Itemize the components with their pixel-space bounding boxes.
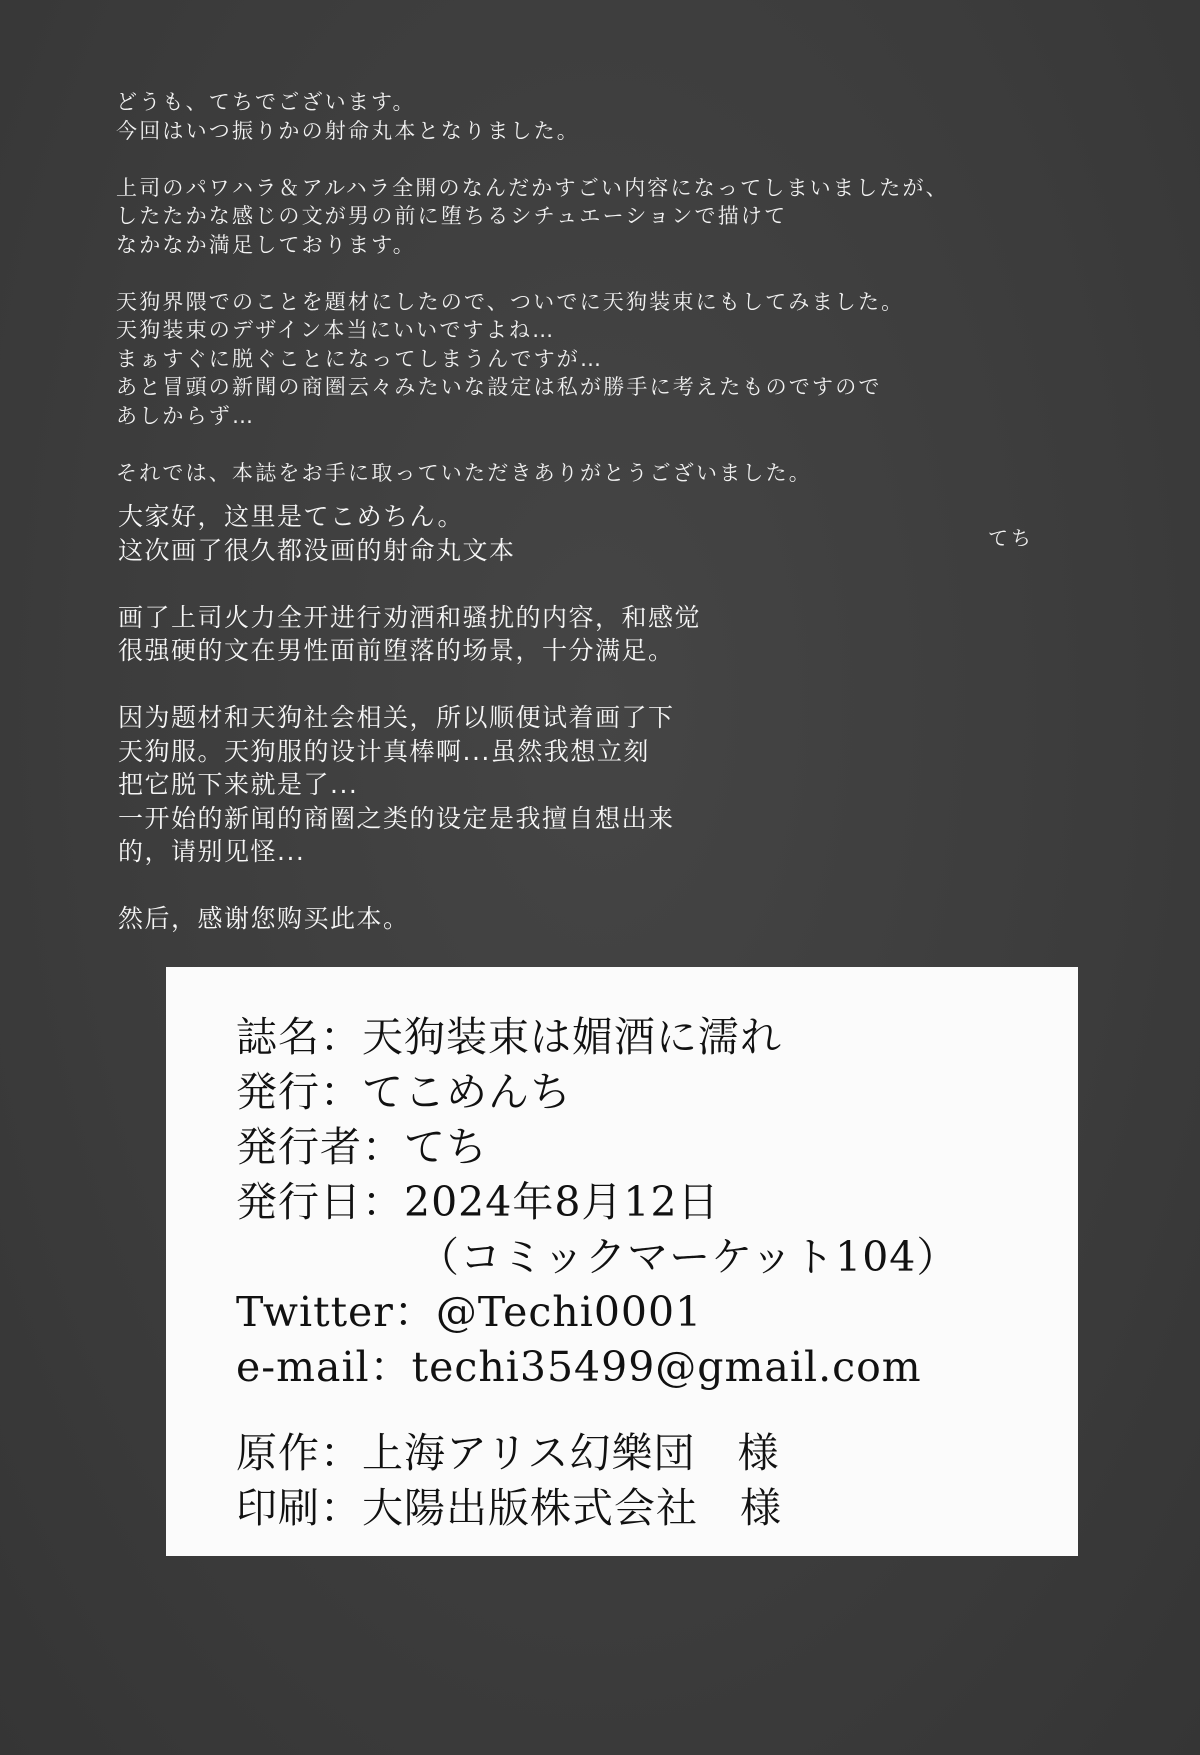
afterword-cn-paragraph-2 (118, 601, 878, 668)
text-line: 的，请别见怪... (118, 837, 306, 866)
text-line: 很强硬的文在男性面前堕落的场景，十分满足。 (118, 636, 675, 665)
text-line: どうも、てちでございます。 (116, 90, 416, 114)
afterword-cn-paragraph-1 (118, 500, 878, 567)
text-line: 今回はいつ振りかの射命丸本となりました。 (116, 118, 580, 143)
colophon-box (166, 967, 1078, 1556)
text-line: したたかな感じの文が男の前に堕ちるシチュエーションで描けて (116, 204, 788, 228)
afterword-jp-paragraph-2 (116, 174, 1076, 260)
text-line: なかなか満足しております。 (116, 232, 416, 257)
text-line: 上司のパワハラ＆アルハラ全開のなんだかすごい内容になってしまいましたが、 (116, 175, 949, 200)
afterword-cn-paragraph-3 (118, 701, 878, 869)
afterword-chinese (118, 500, 878, 969)
text-line: あと冒頭の新聞の商圏云々みたいな設定は私が勝手に考えたものですので (116, 375, 882, 399)
text-line: あしからず… (116, 403, 256, 428)
text-line: まぁすぐに脱ぐことになってしまうんですが… (116, 346, 604, 371)
afterword-jp-paragraph-1 (116, 88, 1076, 145)
text-line: 天狗服。天狗服的设计真棒啊...虽然我想立刻 (118, 736, 650, 766)
colophon-email: e-mail：techi35499@gmail.com (236, 1343, 922, 1391)
text-line: 一开始的新闻的商圈之类的设定是我擅自想出来 (118, 803, 675, 833)
text-line: 然后，感谢您购买此本。 (118, 904, 410, 933)
colophon-original: 原作：上海アリス幻樂団 様 (236, 1429, 780, 1477)
text-line: 天狗装束のデザイン本当にいいですよね… (116, 318, 556, 342)
text-line: 因为题材和天狗社会相关，所以顺便试着画了下 (118, 703, 675, 732)
colophon-author: 発行者：てち (236, 1123, 488, 1171)
colophon-spacer (236, 1395, 958, 1426)
text-line: 画了上司火力全开进行劝酒和骚扰的内容，和感觉 (118, 602, 702, 632)
colophon-publisher: 発行：てこめんち (236, 1068, 572, 1116)
colophon-title: 誌名：天狗装束は媚酒に濡れ (236, 1013, 782, 1061)
text-line: 大家好，这里是てこめちん。 (118, 502, 465, 531)
afterword-cn-paragraph-4 (118, 902, 878, 936)
text-line: 天狗界隈でのことを題材にしたので、ついでに天狗装束にもしてみました。 (116, 289, 905, 314)
text-line: 这次画了很久都没画的射命丸文本 (118, 535, 516, 565)
afterword-jp-paragraph-4 (116, 459, 1076, 488)
afterword-jp-paragraph-3 (116, 288, 1076, 431)
author-signature: てち (988, 526, 1034, 550)
colophon-printer: 印刷：大陽出版株式会社 様 (236, 1484, 782, 1532)
colophon-text (236, 1010, 958, 1536)
afterword-japanese (116, 88, 1076, 516)
colophon-event: （コミックマーケット104） (418, 1233, 959, 1281)
text-line: それでは、本誌をお手に取っていただきありがとうございました。 (116, 460, 812, 485)
colophon-date: 発行日：2024年8月12日 (236, 1178, 720, 1226)
text-line: 把它脱下来就是了... (118, 770, 359, 799)
colophon-twitter: Twitter：@Techi0001 (236, 1288, 703, 1336)
